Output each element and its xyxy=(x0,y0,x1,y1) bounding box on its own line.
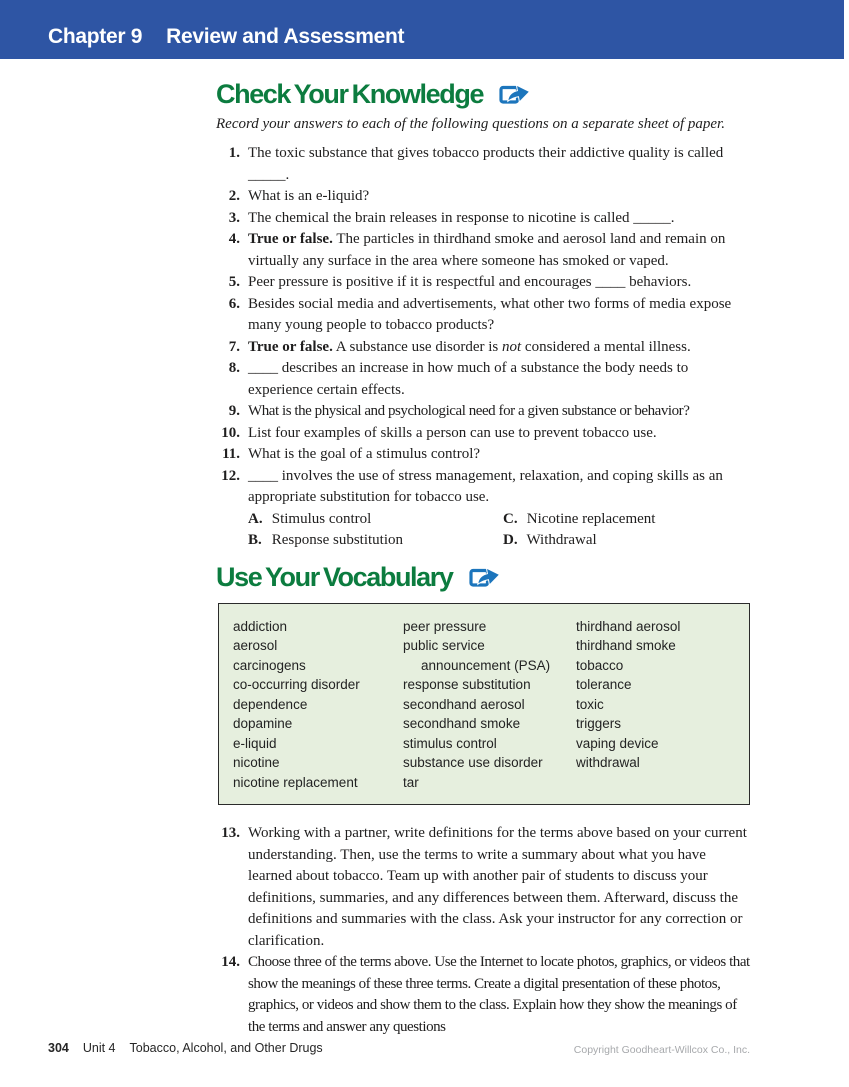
question-item xyxy=(216,143,750,186)
question-item xyxy=(216,358,750,401)
question-item xyxy=(216,208,750,230)
question-number: 4. xyxy=(228,231,240,247)
question-number: 6. xyxy=(228,295,240,312)
question-item xyxy=(216,466,750,552)
question-number: 12. xyxy=(221,467,240,484)
question-number: 8. xyxy=(228,360,240,376)
vocabulary-term: tobacco xyxy=(576,657,624,673)
section-heading-check-your-knowledge xyxy=(216,79,750,109)
question-text: True or false. A substance use disorder is not considered a mental illness. xyxy=(248,338,691,355)
question-number: 14. xyxy=(221,954,240,970)
page-footer xyxy=(0,1041,849,1061)
answer-option: B. Response substitution xyxy=(248,532,404,548)
vocabulary-term: response substitution xyxy=(403,677,531,692)
answer-option: D. Withdrawal xyxy=(503,532,597,548)
question-text: Peer pressure is positive if it is respectful and encourages ____ behaviors. xyxy=(248,274,692,290)
vocabulary-term: nicotine replacement xyxy=(233,774,358,790)
question-number: 2. xyxy=(228,188,240,204)
vocabulary-term: addiction xyxy=(233,618,288,634)
question-item xyxy=(216,337,750,359)
question-item xyxy=(216,294,750,337)
question-item xyxy=(216,272,750,294)
vocabulary-term: vaping device xyxy=(576,735,659,751)
vocabulary-column-1 xyxy=(233,617,403,793)
footer-left xyxy=(48,1041,323,1055)
question-text: Besides social media and advertisements, what other two forms of media expose many young people to tobacco products? xyxy=(248,295,732,333)
vocabulary-term: withdrawal xyxy=(576,755,640,770)
question-text: ____ describes an increase in how much of a substance the body needs to experience certain effects. xyxy=(248,360,689,398)
vocabulary-term: secondhand aerosol xyxy=(403,696,525,712)
question-text: The toxic substance that gives tobacco products their addictive quality is called _____. xyxy=(248,145,724,183)
question-text: What is the physical and psychological need for a given substance or behavior? xyxy=(248,403,690,419)
answer-options xyxy=(248,509,750,552)
vocabulary-term: peer pressure xyxy=(403,618,487,634)
vocabulary-term: public service announcement (PSA) xyxy=(403,638,551,673)
vocabulary-term: aerosol xyxy=(233,638,278,653)
vocabulary-term: tar xyxy=(403,774,419,790)
vocabulary-term: triggers xyxy=(576,716,622,731)
chapter-label: Chapter 9 xyxy=(48,24,143,48)
vocabulary-box xyxy=(218,603,750,806)
vocabulary-term: tolerance xyxy=(576,677,632,692)
question-number: 7. xyxy=(228,338,240,355)
question-item xyxy=(216,229,750,272)
chapter-header-bar xyxy=(0,0,844,59)
question-item xyxy=(216,423,750,445)
vocabulary-term: dependence xyxy=(233,696,308,712)
question-number: 13. xyxy=(221,825,240,841)
vocabulary-column-3 xyxy=(576,617,741,793)
share-icon[interactable] xyxy=(499,81,531,107)
question-text: The chemical the brain releases in response to nicotine is called _____. xyxy=(248,209,675,226)
vocabulary-term: dopamine xyxy=(233,716,293,731)
question-text: ____ involves the use of stress management, relaxation, and coping skills as an appropriate substitution for tobacco use. A. Stimulus control C. Nicotine replacement B. Response substitution D. Withdrawal xyxy=(248,466,750,552)
chapter-title: Review and Assessment xyxy=(166,24,405,48)
vocabulary-term: thirdhand aerosol xyxy=(576,618,681,634)
vocabulary-term: carcinogens xyxy=(233,657,306,673)
question-text: Working with a partner, write definitions for the terms above based on your current understanding. Then, use the terms to write a summary about what you have learned about tobacco. Team up with another pair of students to discuss your definitions, summaries, and any differences between them. Afterward, discuss the definitions and summaries with the class. Ask your instructor for any correction or clarification. xyxy=(248,825,747,949)
question-item xyxy=(216,823,750,952)
question-item xyxy=(216,401,750,423)
question-text: True or false. The particles in thirdhand smoke and aerosol land and remain on virtually any surface in the area where someone has smoked or vaped. xyxy=(248,231,726,269)
question-text: What is the goal of a stimulus control? xyxy=(248,446,481,462)
question-item xyxy=(216,444,750,466)
question-text: Choose three of the terms above. Use the Internet to locate photos, graphics, or videos that show the meanings of these three terms. Create a digital presentation of these photos, graphics, or videos and show them to the class. Explain how they show the meanings of the terms and answer any questions xyxy=(248,954,750,1035)
check-your-knowledge-title: Check Your Knowledge xyxy=(216,79,484,109)
question-number: 1. xyxy=(228,145,240,161)
use-your-vocabulary-title: Use Your Vocabulary xyxy=(216,561,453,592)
vocabulary-term: stimulus control xyxy=(403,735,497,751)
page-content xyxy=(216,59,750,1038)
use-your-vocabulary-questions xyxy=(216,823,750,1038)
question-number: 5. xyxy=(228,274,240,290)
vocabulary-term: e-liquid xyxy=(233,735,277,751)
question-number: 11. xyxy=(222,446,240,462)
unit-label: Unit 4 xyxy=(82,1041,116,1055)
check-your-knowledge-questions xyxy=(216,143,750,552)
vocabulary-term: nicotine xyxy=(233,755,280,770)
instruction-text: Record your answers to each of the following questions on a separate sheet of paper. xyxy=(216,116,725,132)
vocabulary-term: thirdhand smoke xyxy=(576,638,676,653)
question-number: 9. xyxy=(228,403,240,419)
unit-title: Tobacco, Alcohol, and Other Drugs xyxy=(129,1041,323,1055)
question-item xyxy=(216,186,750,208)
vocabulary-term: substance use disorder xyxy=(403,755,543,770)
question-text: List four examples of skills a person can use to prevent tobacco use. xyxy=(248,424,657,441)
share-icon[interactable] xyxy=(469,564,501,590)
copyright-notice: Copyright Goodheart-Willcox Co., Inc. xyxy=(573,1044,750,1056)
vocabulary-term: toxic xyxy=(576,696,604,712)
question-item xyxy=(216,952,750,1038)
page-number: 304 xyxy=(48,1041,69,1055)
vocabulary-column-2 xyxy=(403,617,576,793)
answer-option: C. Nicotine replacement xyxy=(503,510,656,527)
vocabulary-term: co-occurring disorder xyxy=(233,677,360,692)
answer-option: A. Stimulus control xyxy=(248,510,372,527)
question-number: 3. xyxy=(228,209,240,226)
question-text: What is an e-liquid? xyxy=(248,188,370,204)
section-heading-use-your-vocabulary xyxy=(216,562,750,592)
question-number: 10. xyxy=(221,424,240,441)
vocabulary-term: secondhand smoke xyxy=(403,716,521,731)
